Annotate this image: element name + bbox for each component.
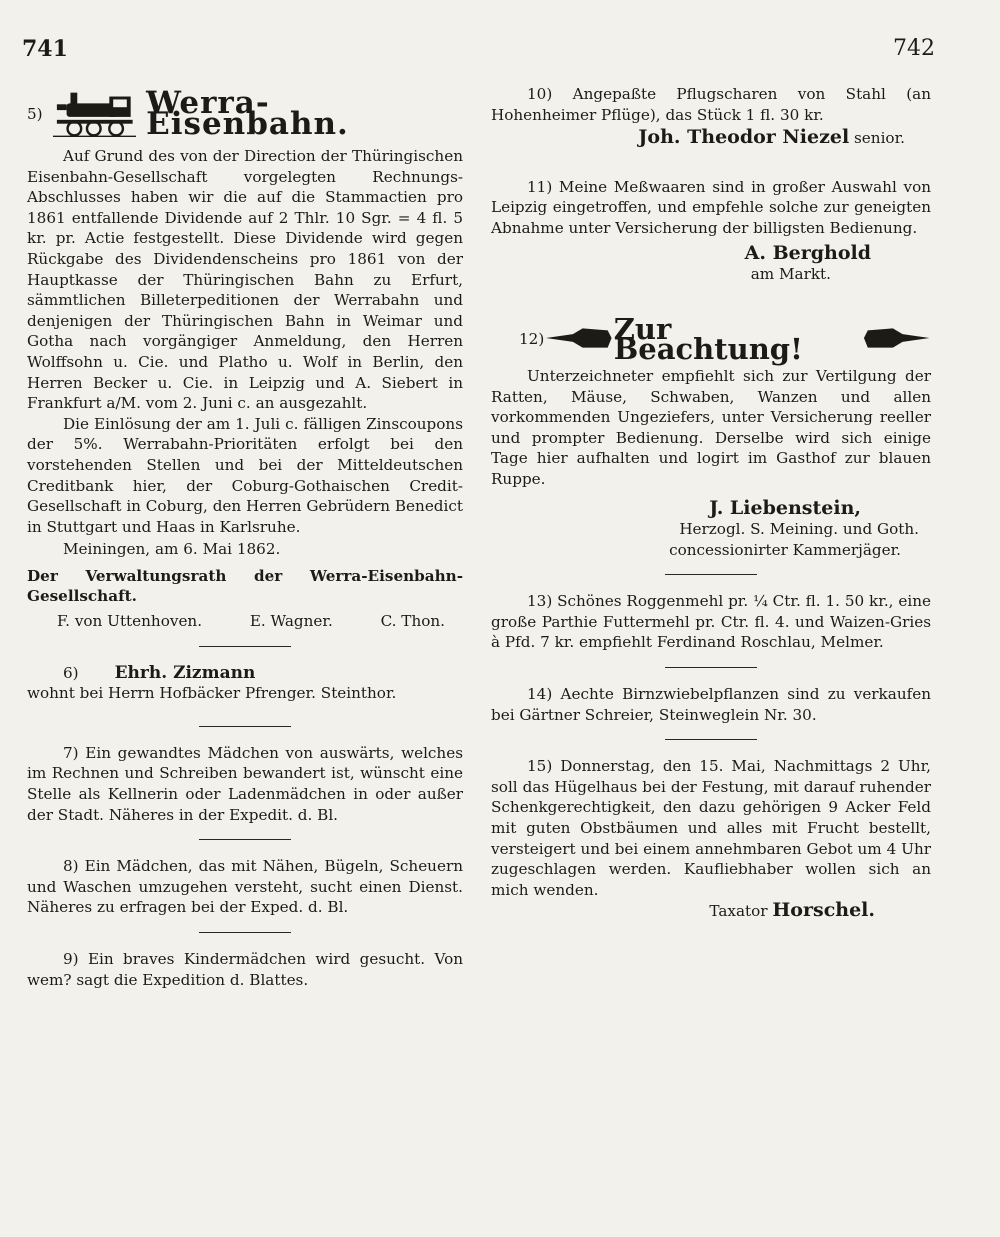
ad-12-number: 12) — [519, 330, 545, 349]
ad-11-sig-sub: am Markt. — [750, 265, 831, 284]
ad-11-sig — [491, 243, 931, 265]
ad-6-text: wohnt bei Herrn Hofbäcker Pfrenger. Steinthor. — [27, 684, 397, 703]
ad-15-signature — [491, 900, 931, 922]
signatory: C. Thon. — [380, 612, 445, 631]
ad-11-text: 11) Meine Meßwaaren sind in großer Auswahl von Leipzig eingetroffen, und empfehle solche zur geneigten Abnahme unter Versicherung der billigsten Bedienung. — [491, 177, 931, 237]
divider — [665, 739, 757, 740]
ad-8-text: 8) Ein Mädchen, das mit Nähen, Bügeln, Scheuern und Waschen umzugehen versteht, sucht einen Dienst. Näheres zu erfragen bei der Exped. d. Bl. — [27, 857, 463, 917]
divider — [199, 726, 291, 727]
ad-12-header — [491, 311, 931, 367]
divider — [199, 646, 291, 647]
left-column — [27, 84, 463, 990]
divider — [199, 932, 291, 933]
ad-15-text: 15) Donnerstag, den 15. Mai, Nachmittags 2 Uhr, soll das Hügelhaus bei der Festung, mit darauf ruhender Schenkgerechtigkeit, den dazu gehörigen 9 Acker Feld mit guten Obstbäumen und alles mit Frucht bestellt, versteigert und bei einem annehmbaren Gebot um 4 Uhr zugeschlagen werden. Kaufliebhaber wollen sich an mich wenden. — [491, 757, 931, 899]
page-number-right: 742 — [893, 36, 935, 61]
divider — [199, 839, 291, 840]
ad-5-place-date: Meiningen, am 6. Mai 1862. — [63, 540, 281, 559]
ad-7-text: 7) Ein gewandtes Mädchen von auswärts, welches im Rechnen und Schreiben bewandert ist, wünscht eine Stelle als Kellnerin oder Ladenmädchen in oder außer der Stadt. Näheres in der Expedit. d. Bl. — [27, 743, 463, 824]
divider — [665, 574, 757, 575]
divider — [665, 667, 757, 668]
ad-5-body: Auf Grund des von der Direction der Thüringischen Eisenbahn-Gesellschaft vorgelegten Rechnungs-Abschlusses haben wir die auf die Stammactien pro 1861 entfallende Dividende auf 2 Thlr. 10 Sgr. = 4 fl. 5 kr. pr. Actie festgestellt. Diese Dividende wird gegen Rückgabe des Dividendenscheins pro 1861 von der Hauptkasse der Thüringischen Bahn zu Erfurt, sämmtlichen Billeterpeditionen der Werrabahn und denjenigen der Thüringischen Bahn in Weimar und Gotha nach vorgängiger Anmeldung, den Herren Wolffsohn u. Cie. und Platho u. Wolf in Berlin, den Herren Becker u. Cie. in Leipzig und A. Siebert in Frankfurt a/M. vom 2. Juni c. an ausgezahlt. — [27, 147, 463, 413]
ad-13-text: 13) Schönes Roggenmehl pr. ¼ Ctr. fl. 1. 50 kr., eine große Parthie Futtermehl pr. Ctr. fl. 4. und Waizen-Gries à Pfd. 7 kr. empfiehlt Ferdinand Roschlau, Melmer. — [491, 592, 931, 652]
ad-12-sig-line-1: Herzogl. S. Meining. und Goth. — [679, 520, 919, 539]
ad-6-header — [27, 663, 463, 684]
ad-5-number: 5) — [27, 104, 43, 123]
ad-12-sig-name: J. Liebenstein, — [709, 496, 861, 519]
pointing-hand-left-icon — [544, 324, 613, 354]
ad-12-text: Unterzeichneter empfiehlt sich zur Vertilgung der Ratten, Mäuse, Schwaben, Wanzen und allen vorkommenden Ungeziefers, unter Versicherung reeller und prompter Bedienung. Derselbe wird sich einige Tage hier aufhalten und logirt im Gasthof zur blauen Ruppe. — [491, 366, 931, 488]
ad-5-board: Der Verwaltungsrath der Werra-Eisenbahn-Gesellschaft. — [27, 566, 463, 606]
ad-11-sig-name: A. Berghold — [744, 241, 871, 264]
ad-5-header — [27, 85, 463, 142]
ad-9-text: 9) Ein braves Kindermädchen wird gesucht. Von wem? sagt die Expedition d. Blattes. — [27, 950, 463, 989]
ad-14-text: 14) Aechte Birnzwiebelpflanzen sind zu verkaufen bei Gärtner Schreier, Steinweglein Nr. 30. — [491, 685, 931, 724]
ad-10-signature — [491, 127, 931, 149]
ad-6-name: Ehrh. Zizmann — [114, 662, 256, 683]
ad-10-sig-suffix: senior. — [854, 129, 905, 148]
page-number-left: 741 — [22, 36, 68, 62]
ad-12-sig — [491, 498, 931, 520]
ad-12-sig-line-2: concessionirter Kammerjäger. — [669, 540, 901, 559]
ad-10-sig-name: Joh. Theodor Niezel — [638, 126, 850, 149]
locomotive-icon — [53, 90, 137, 138]
ad-6-number: 6) — [63, 663, 79, 682]
ad-12-title: Zur Beachtung! — [613, 311, 803, 367]
ad-15-sig-prefix: Taxator — [709, 902, 768, 921]
ad-5-body-2: Die Einlösung der am 1. Juli c. fälligen Zinscoupons der 5%. Werrabahn-Prioritäten erfolgt bei den vorstehenden Stellen und bei der Mitteldeutschen Creditbank hier, der Coburg-Gothaischen Credit-Gesellschaft in Coburg, den Herren Gebrüdern Benedict in Stuttgart und Haas in Karlsruhe. — [27, 414, 463, 536]
signatory: E. Wagner. — [249, 612, 333, 631]
ad-15-sig-name: Horschel. — [772, 899, 875, 922]
ad-5-signatories — [27, 607, 463, 632]
signatory: F. von Uttenhoven. — [57, 612, 203, 631]
pointing-hand-right-icon — [862, 324, 931, 354]
right-column — [491, 84, 931, 922]
ad-10-text: 10) Angepaßte Pflugscharen von Stahl (an Hohenheimer Pflüge), das Stück 1 fl. 30 kr. — [491, 85, 931, 124]
ad-5-title: Werra-Eisenbahn. — [146, 85, 349, 142]
